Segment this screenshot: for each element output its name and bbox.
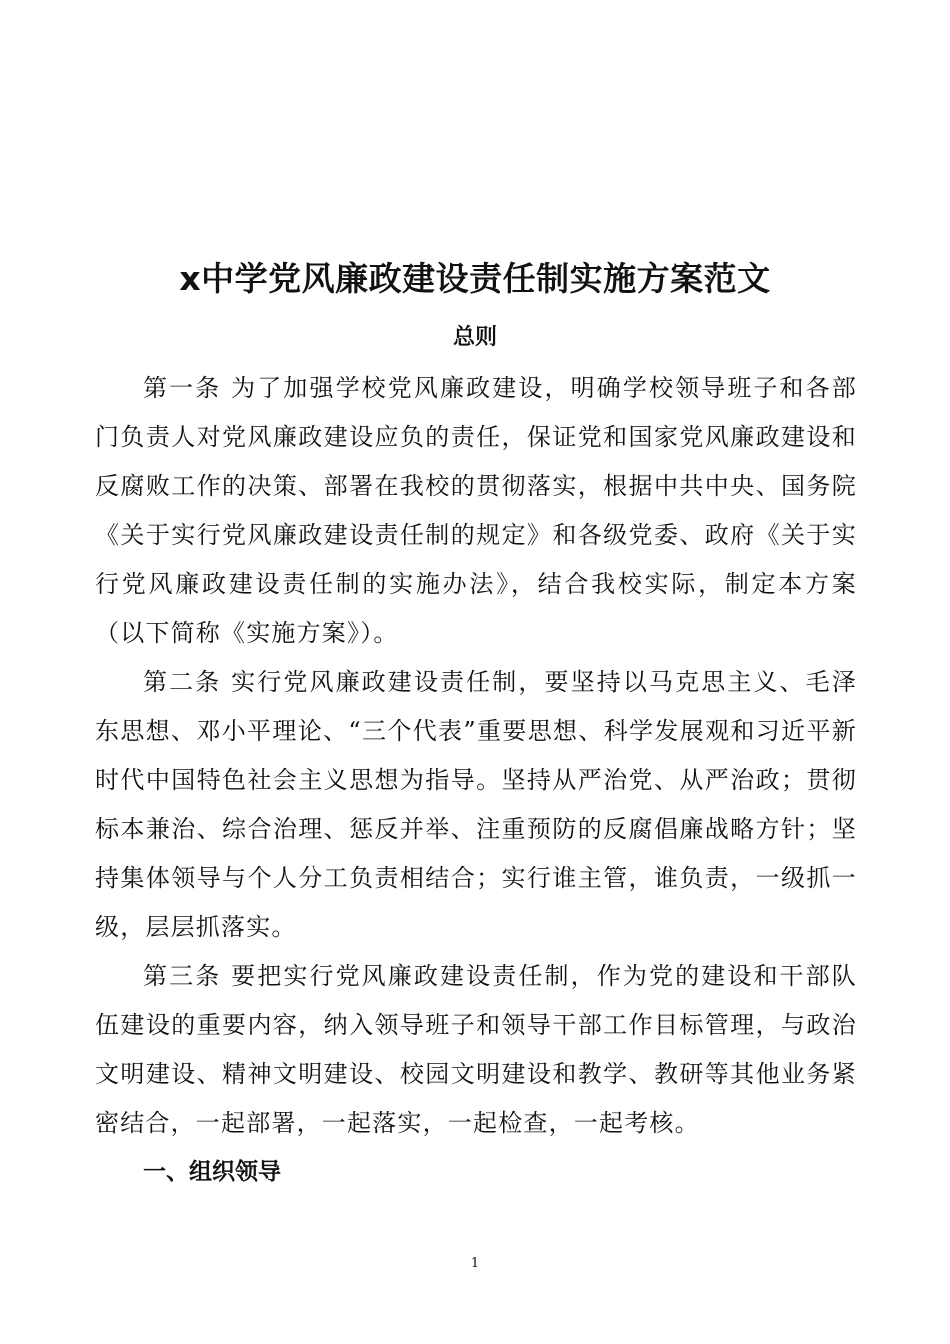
- paragraph-article-3: 第三条 要把实行党风廉政建设责任制，作为党的建设和干部队伍建设的重要内容，纳入领导班子和领导干部工作目标管理，与政治文明建设、精神文明建设、校园文明建设和教学、教研等其他业务紧密结合，一起部署，一起落实，一起检查，一起考核。: [95, 962, 857, 1137]
- section-subtitle: 总则: [452, 325, 497, 350]
- page-number: 1: [470, 1256, 480, 1271]
- document-body: [95, 364, 857, 1197]
- section-heading: 一、组织领导: [143, 1159, 281, 1185]
- paragraph-article-2: 第二条 实行党风廉政建设责任制，要坚持以马克思主义、毛泽东思想、邓小平理论、“三个代表”重要思想、科学发展观和习近平新时代中国特色社会主义思想为指导。坚持从严治党、从严治政；贯彻标本兼治、综合治理、惩反并举、注重预防的反腐倡廉战略方针；坚持集体领导与个人分工负责相结合；实行谁主管，谁负责，一级抓一级，层层抓落实。: [95, 668, 857, 941]
- document-title: x中学党风廉政建设责任制实施方案范文: [179, 259, 771, 298]
- paragraph-article-1: 第一条 为了加强学校党风廉政建设，明确学校领导班子和各部门负责人对党风廉政建设应负的责任，保证党和国家党风廉政建设和反腐败工作的决策、部署在我校的贯彻落实，根据中共中央、国务院《关于实行党风廉政建设责任制的规定》和各级党委、政府《关于实行党风廉政建设责任制的实施办法》，结合我校实际，制定本方案（以下简称《实施方案》）。: [95, 374, 857, 647]
